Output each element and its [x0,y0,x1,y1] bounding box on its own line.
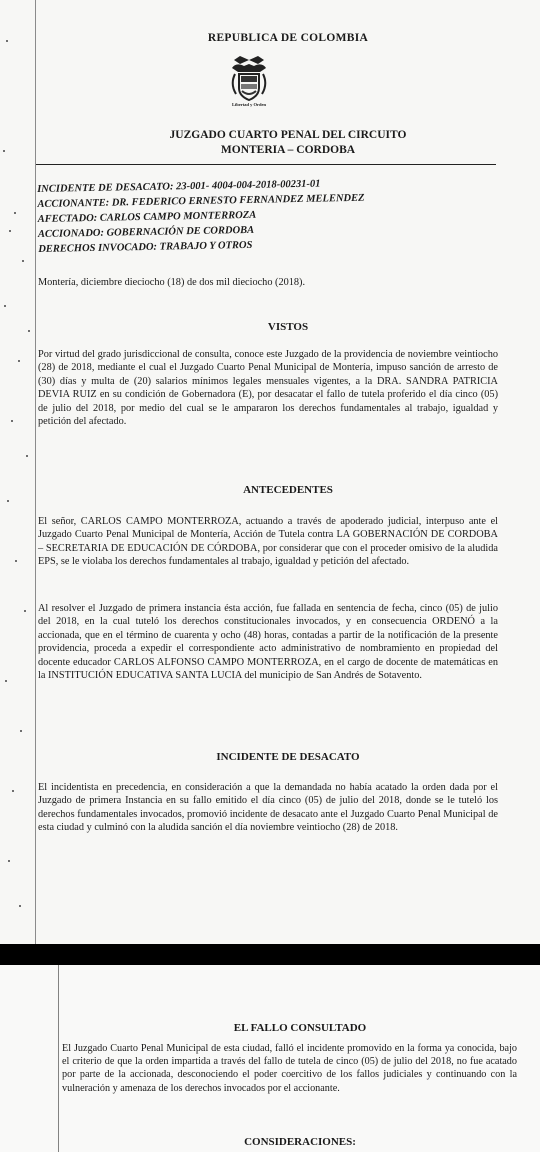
document-page-2 [0,965,540,1152]
case-afectado: AFECTADO: CARLOS CAMPO MONTERROZA [37,209,257,225]
case-derechos: DERECHOS INVOCADO: TRABAJO Y OTROS [38,239,253,255]
court-location: MONTERIA – CORDOBA [220,144,356,156]
consideraciones-heading: CONSIDERACIONES: [244,1136,356,1148]
fallo-paragraph: El Juzgado Cuarto Penal Municipal de esta ciudad, falló el incidente promovido en la forma ya conocida, bajo el criterio de que la orden impartida a través del fallo de tutela de cinco (05) de julio del 2018, no fue acatado por parte de la accionada, desconociendo el poder coercitivo de los fallos judiciales y continuando con la vulneración y amenaza de los derechos invocados por el accionante. [62,1043,517,1094]
fallo-heading: EL FALLO CONSULTADO [233,1022,367,1034]
case-accionado: ACCIONADO: GOBERNACIÓN DE CORDOBA [37,224,255,240]
court-name: JUZGADO CUARTO PENAL DEL CIRCUITO [169,129,407,141]
antecedentes-paragraph-1: El señor, CARLOS CAMPO MONTERROZA, actuando a través de apoderado judicial, interpuso ante el Juzgado Cuarto Penal Municipal de Montería, Acción de Tutela contra LA GOBERNACIÓN DE CORDOBA – SECRETARIA DE EDUCACIÓN DE CÓRDOBA, por considerar que con el proceder omisivo de la aludida EPS, se le violaba los derechos fundamentales al trabajo, igualdad y petición del afectado. [38,516,498,568]
case-incidente: INCIDENTE DE DESACATO: 23-001- 4004-004-2018-00231-01 [37,178,321,195]
country-heading: REPUBLICA DE COLOMBIA [207,32,369,44]
page-separator [0,944,540,965]
antecedentes-paragraph-2: Al resolver el Juzgado de primera instancia ésta acción, fue fallada en sentencia de fecha, cinco (05) de julio del 2018, en la cual tuteló los derechos constitucionales invocados, y en consecuencia ORDENÓ a la accionada, que en el término de cuarenta y ocho (48) horas, contadas a partir de la notificación de la presente providencia, proceda a expedir el correspondiente acto administrativo de nombramiento en propiedad del docente educador CARLOS ALFONSO CAMPO MONTERROZA, en el cargo de docente de matemáticas en la INSTITUCIÓN EDUCATIVA SANTA LUCIA del municipio de San Andrés de Sotavento. [38,603,498,682]
vistos-paragraph: Por virtud del grado jurisdiccional de consulta, conoce este Juzgado de la providencia de noviembre veintiocho (28) de 2018, mediante el cual el Juzgado Cuarto Penal Municipal de Montería, impuso sanción de arresto de (30) días y multa de (20) salarios mínimos legales mensuales vigentes, a la DRA. SANDRA PATRICIA DEVIA RUIZ en su condición de Gobernadora (E), por desacatar el fallo de tutela proferido el día cinco (05) de julio del 2018, por medio del cual se le ampararon los derechos fundamentales al trabajo, igualdad y petición del afectado. [38,349,498,428]
scan-margin-line [58,965,59,1152]
antecedentes-heading: ANTECEDENTES [243,484,333,496]
incidente-heading: INCIDENTE DE DESACATO [216,751,360,763]
vistos-heading: VISTOS [267,321,309,333]
case-details [37,173,528,257]
date-line: Montería, diciembre dieciocho (18) de dos mil dieciocho (2018). [38,277,306,288]
crest-motto: Libertad y Orden [231,102,266,107]
header-divider [36,164,496,165]
incidente-paragraph: El incidentista en precedencia, en consideración a que la demandada no había acatado la orden dada por el Juzgado de primera Instancia en su fallo emitido el día cinco (05) de julio del 2018, donde se le tuteló los derechos fundamentales invocados, promovió incidente de desacato ante el Juzgado Cuarto Penal Municipal de esta ciudad y culminó con la aludida sanción el día noviembre veintiocho (28) de 2018. [38,782,498,834]
case-accionante: ACCIONANTE: DR. FEDERICO ERNESTO FERNANDEZ MELENDEZ [37,192,365,210]
scan-noise [0,0,40,944]
